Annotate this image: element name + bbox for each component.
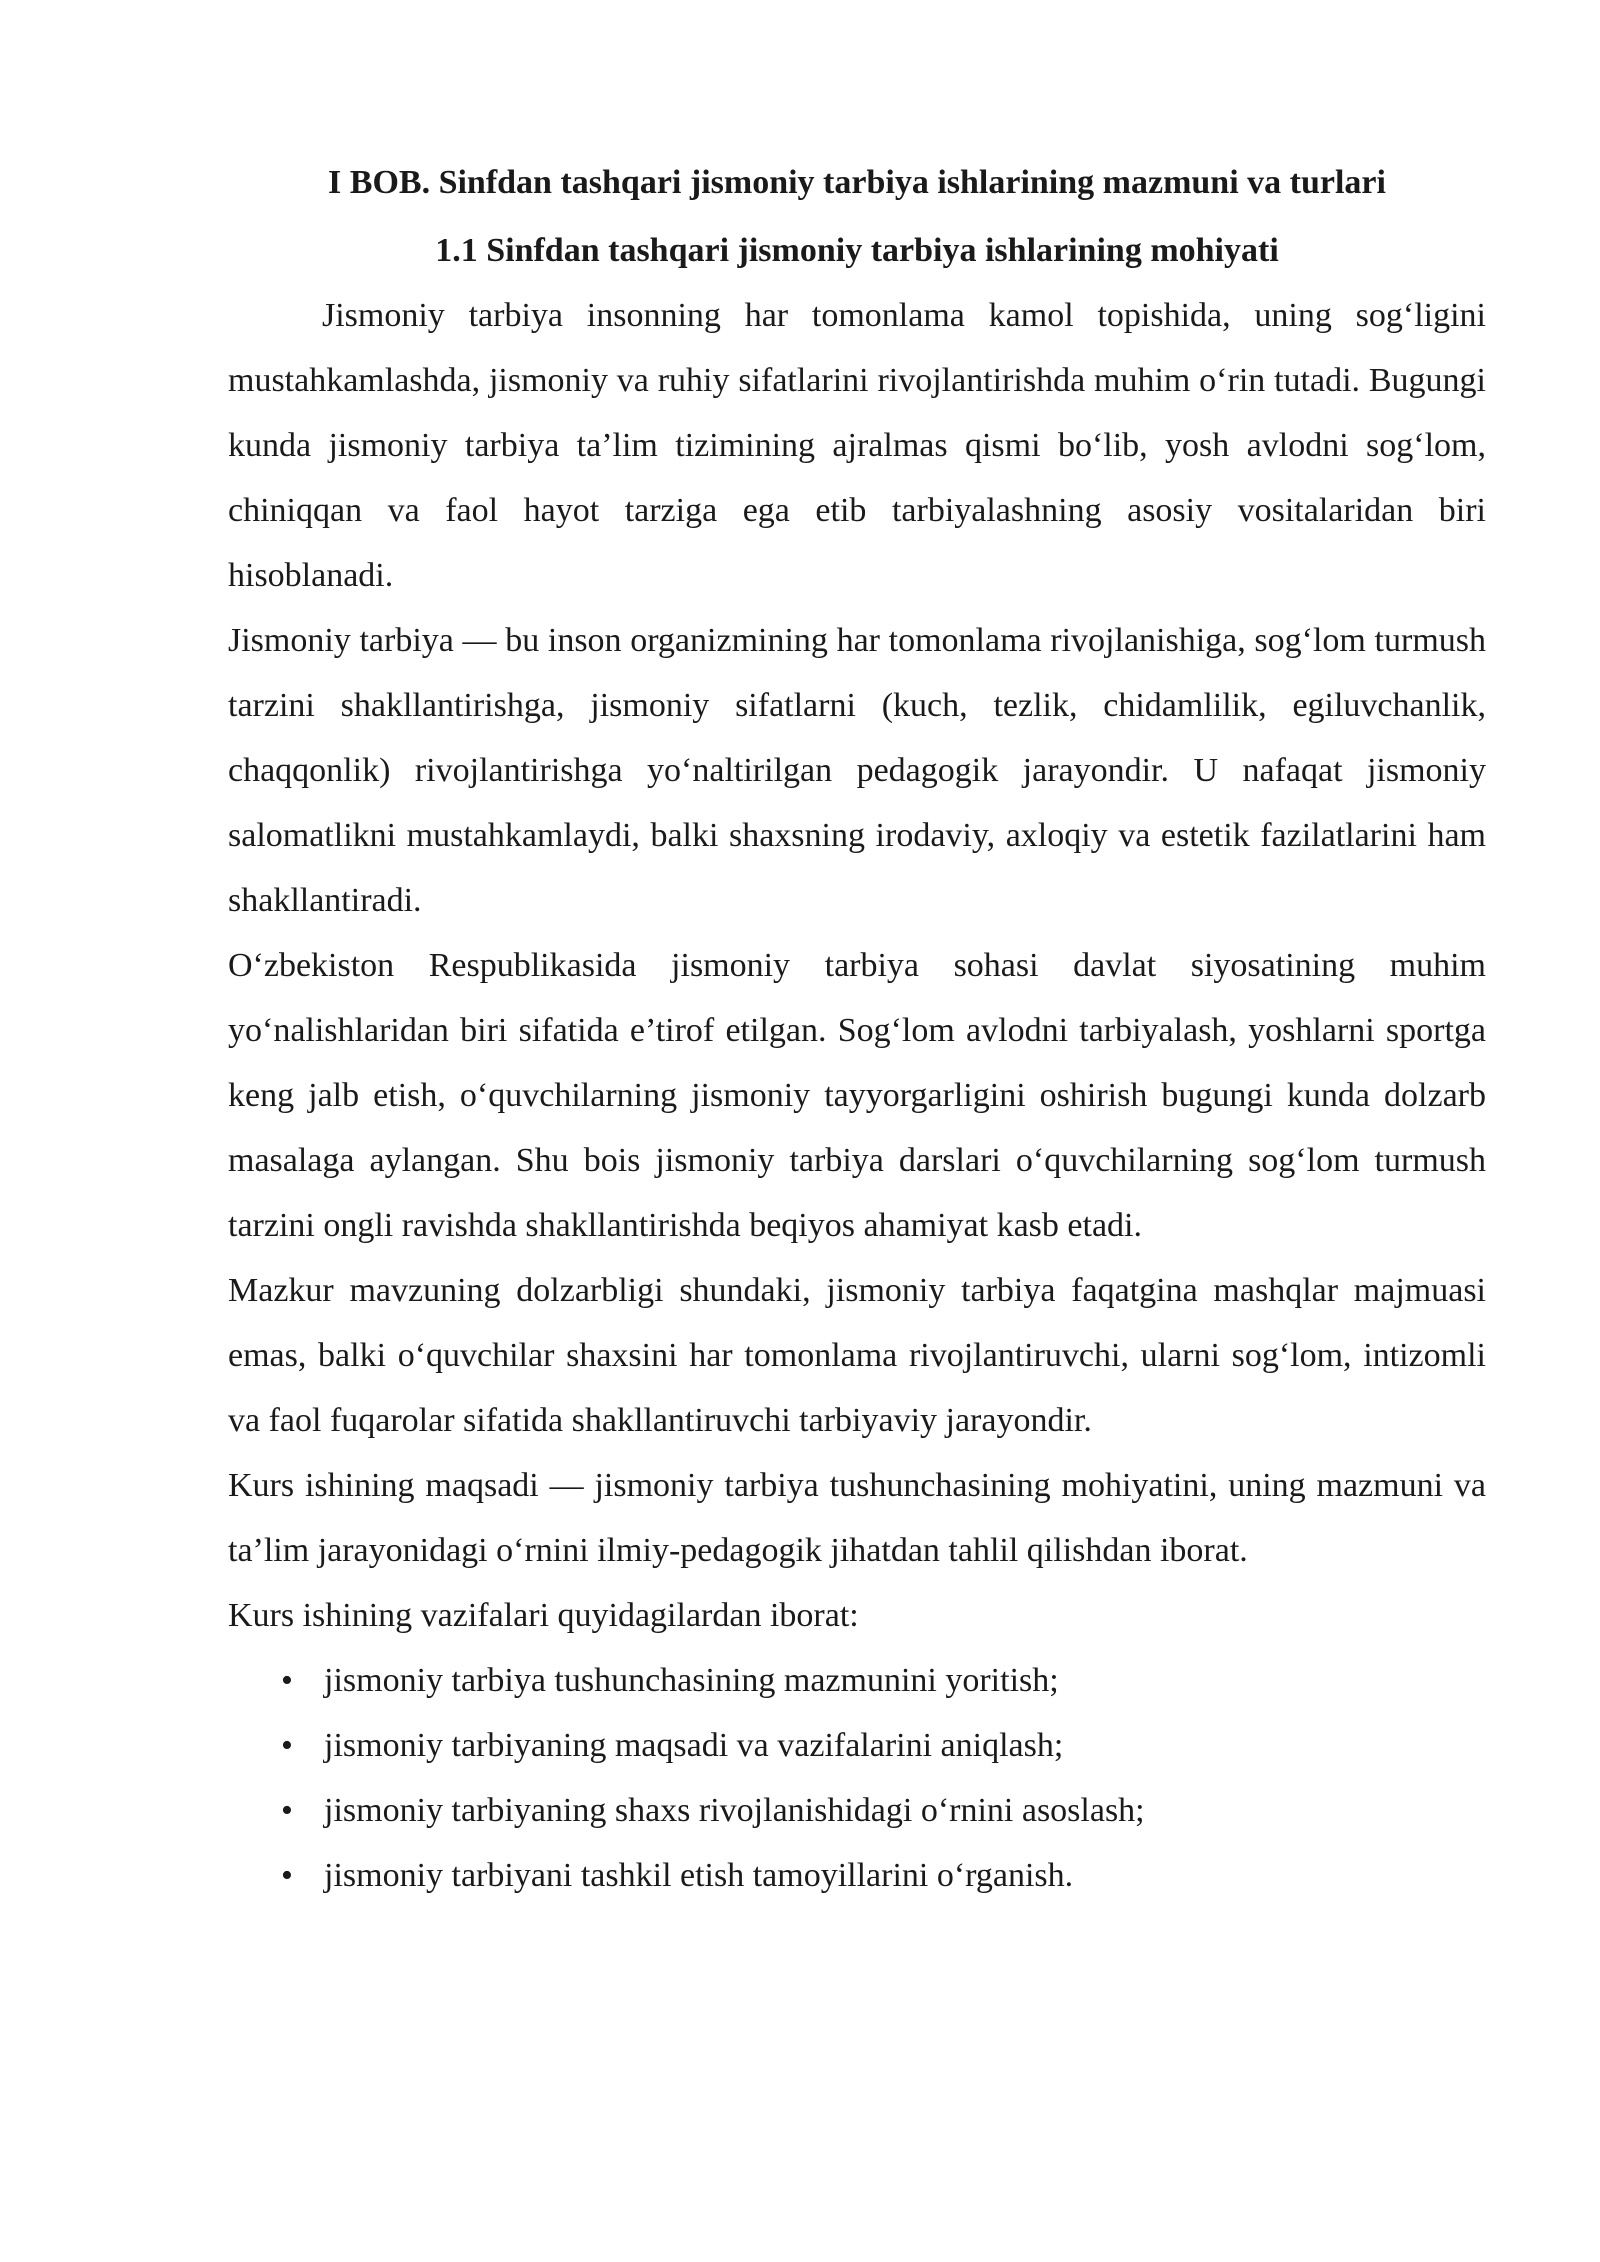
list-item (228, 1713, 1486, 1778)
tasks-list (228, 1648, 1486, 1908)
bullet-icon: • (281, 1792, 293, 1829)
paragraph-goal: Kurs ishining maqsadi — jismoniy tarbiya tushunchasining mohiyatini, uning mazmuni va ta’lim jarayonidagi o‘rnini ilmiy-pedagogik jihatdan tahlil qilishdan iborat. (228, 1467, 1486, 1569)
paragraph-intro: Jismoniy tarbiya insonning har tomonlama kamol topishida, uning sog‘ligini mustahkamlashda, jismoniy va ruhiy sifatlarini rivojlantirishda muhim o‘rin tutadi. Bugungi kunda jismoniy tarbiya ta’lim tizimining ajralmas qismi bo‘lib, yosh avlodni sog‘lom, chiniqqan va faol hayot tarziga ega etib tarbiyalashning asosiy vositalaridan biri hisoblanadi. (228, 297, 1486, 594)
list-item-text: jismoniy tarbiya tushunchasining mazmunini yoritish; (324, 1662, 1059, 1699)
bullet-icon: • (281, 1662, 293, 1699)
paragraph-relevance: Mazkur mavzuning dolzarbligi shundaki, jismoniy tarbiya faqatgina mashqlar majmuasi emas, balki o‘quvchilar shaxsini har tomonlama rivojlantiruvchi, ularni sog‘lom, intizomli va faol fuqarolar sifatida shakllantiruvchi tarbiyaviy jarayondir. (228, 1272, 1486, 1439)
list-item (228, 1648, 1486, 1713)
paragraph-uzbekistan: O‘zbekiston Respublikasida jismoniy tarbiya sohasi davlat siyosatining muhim yo‘nalishlaridan biri sifatida e’tirof etilgan. Sog‘lom avlodni tarbiyalash, yoshlarni sportga keng jalb etish, o‘quvchilarning jismoniy tayyorgarligini oshirish bugungi kunda dolzarb masalaga aylangan. Shu bois jismoniy tarbiya darslari o‘quvchilarning sog‘lom turmush tarzini ongli ravishda shakllantirishda beqiyos ahamiyat kasb etadi. (228, 947, 1486, 1244)
paragraph-tasks-intro: Kurs ishining vazifalari quyidagilardan iborat: (228, 1597, 859, 1634)
paragraph-definition: Jismoniy tarbiya — bu inson organizmining har tomonlama rivojlanishiga, sog‘lom turmush tarzini shakllantirishga, jismoniy sifatlarni (kuch, tezlik, chidamlilik, egiluvchanlik, chaqqonlik) rivojlantirishga yo‘naltirilgan pedagogik jarayondir. U nafaqat jismoniy salomatlikni mustahkamlaydi, balki shaxsning irodaviy, axloqiy va estetik fazilatlarini ham shakllantiradi. (228, 622, 1486, 919)
section-title: 1.1 Sinfdan tashqari jismoniy tarbiya ishlarining mohiyati (435, 232, 1279, 269)
chapter-title: I BOB. Sinfdan tashqari jismoniy tarbiya ishlarining mazmuni va turlari (328, 164, 1386, 201)
list-item-text: jismoniy tarbiyaning maqsadi va vazifalarini aniqlash; (324, 1727, 1064, 1764)
list-item-text: jismoniy tarbiyaning shaxs rivojlanishidagi o‘rnini asoslash; (324, 1792, 1145, 1829)
list-item (228, 1843, 1486, 1908)
list-item-text: jismoniy tarbiyani tashkil etish tamoyillarini o‘rganish. (324, 1857, 1074, 1894)
bullet-icon: • (281, 1727, 293, 1764)
document-page (228, 150, 1486, 1908)
bullet-icon: • (281, 1857, 293, 1894)
list-item (228, 1778, 1486, 1843)
